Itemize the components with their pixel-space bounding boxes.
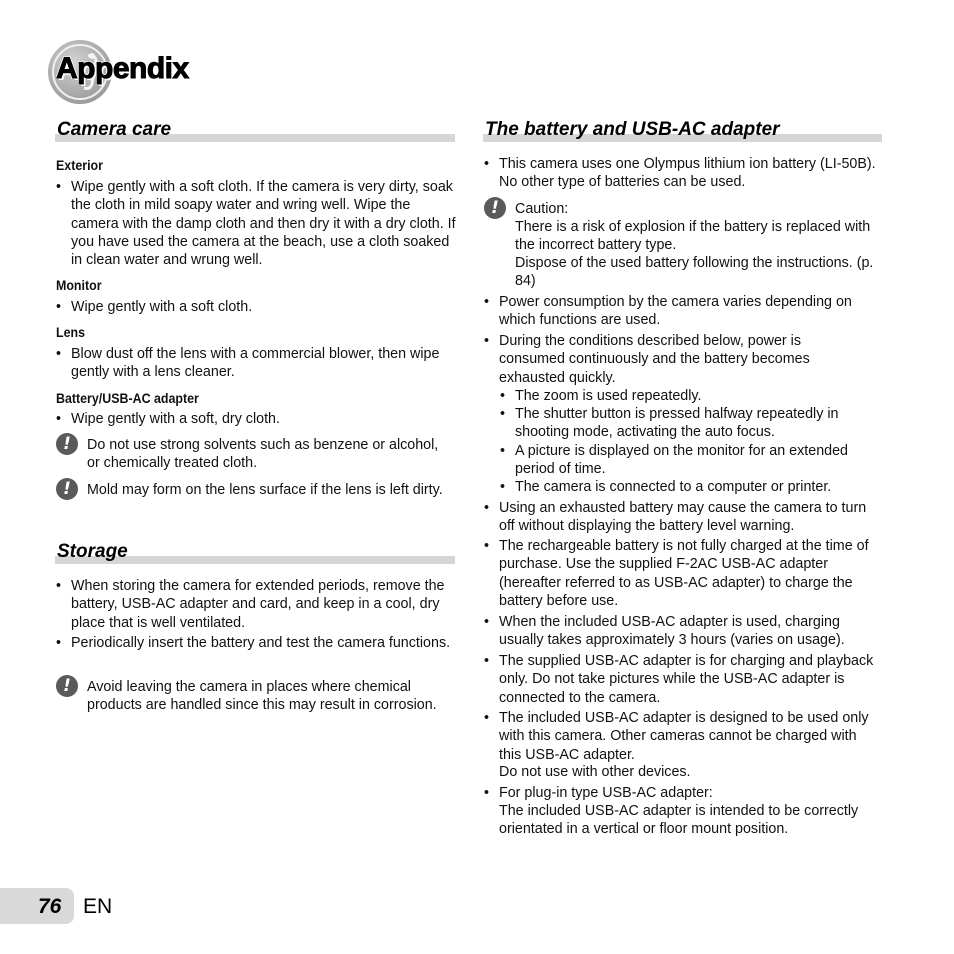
caution-label: Caution: [515, 201, 569, 217]
camera-care-heading: Camera care [55, 118, 455, 142]
storage-heading: Storage [55, 540, 455, 564]
page-title: Appendix [56, 52, 189, 85]
solvent-note: Do not use strong solvents such as benzene or alcohol, or chemically treated cloth. [87, 437, 439, 472]
caution-text: There is a risk of explosion if the battery is replaced with the incorrect battery type. [515, 219, 871, 254]
caution-icon: ! [484, 197, 506, 219]
caution-icon: ! [56, 675, 78, 697]
chemical-note: Avoid leaving the camera in places where chemical products are handled since this may result in corrosion. [87, 679, 437, 714]
exterior-label: Exterior [56, 158, 103, 173]
page-language: EN [83, 895, 113, 918]
caution-icon: ! [56, 478, 78, 500]
page-number-tab [0, 888, 74, 924]
lens-label: Lens [56, 325, 85, 340]
battery-adapter-heading: The battery and USB-AC adapter [483, 118, 882, 142]
page-number: 76 [38, 895, 62, 918]
battery-bullet-continuation: The included USB-AC adapter is intended to be correctly orientated in a vertical or floor mount position. [499, 803, 859, 838]
monitor-label: Monitor [56, 278, 102, 293]
mold-note: Mold may form on the lens surface if the lens is left dirty. [87, 482, 443, 498]
battery-adapter-label: Battery/USB-AC adapter [56, 391, 199, 406]
caution-icon: ! [56, 433, 78, 455]
caution-text: Dispose of the used battery following the instructions. (p. 84) [515, 255, 874, 290]
battery-bullet-continuation: Do not use with other devices. [499, 764, 691, 780]
